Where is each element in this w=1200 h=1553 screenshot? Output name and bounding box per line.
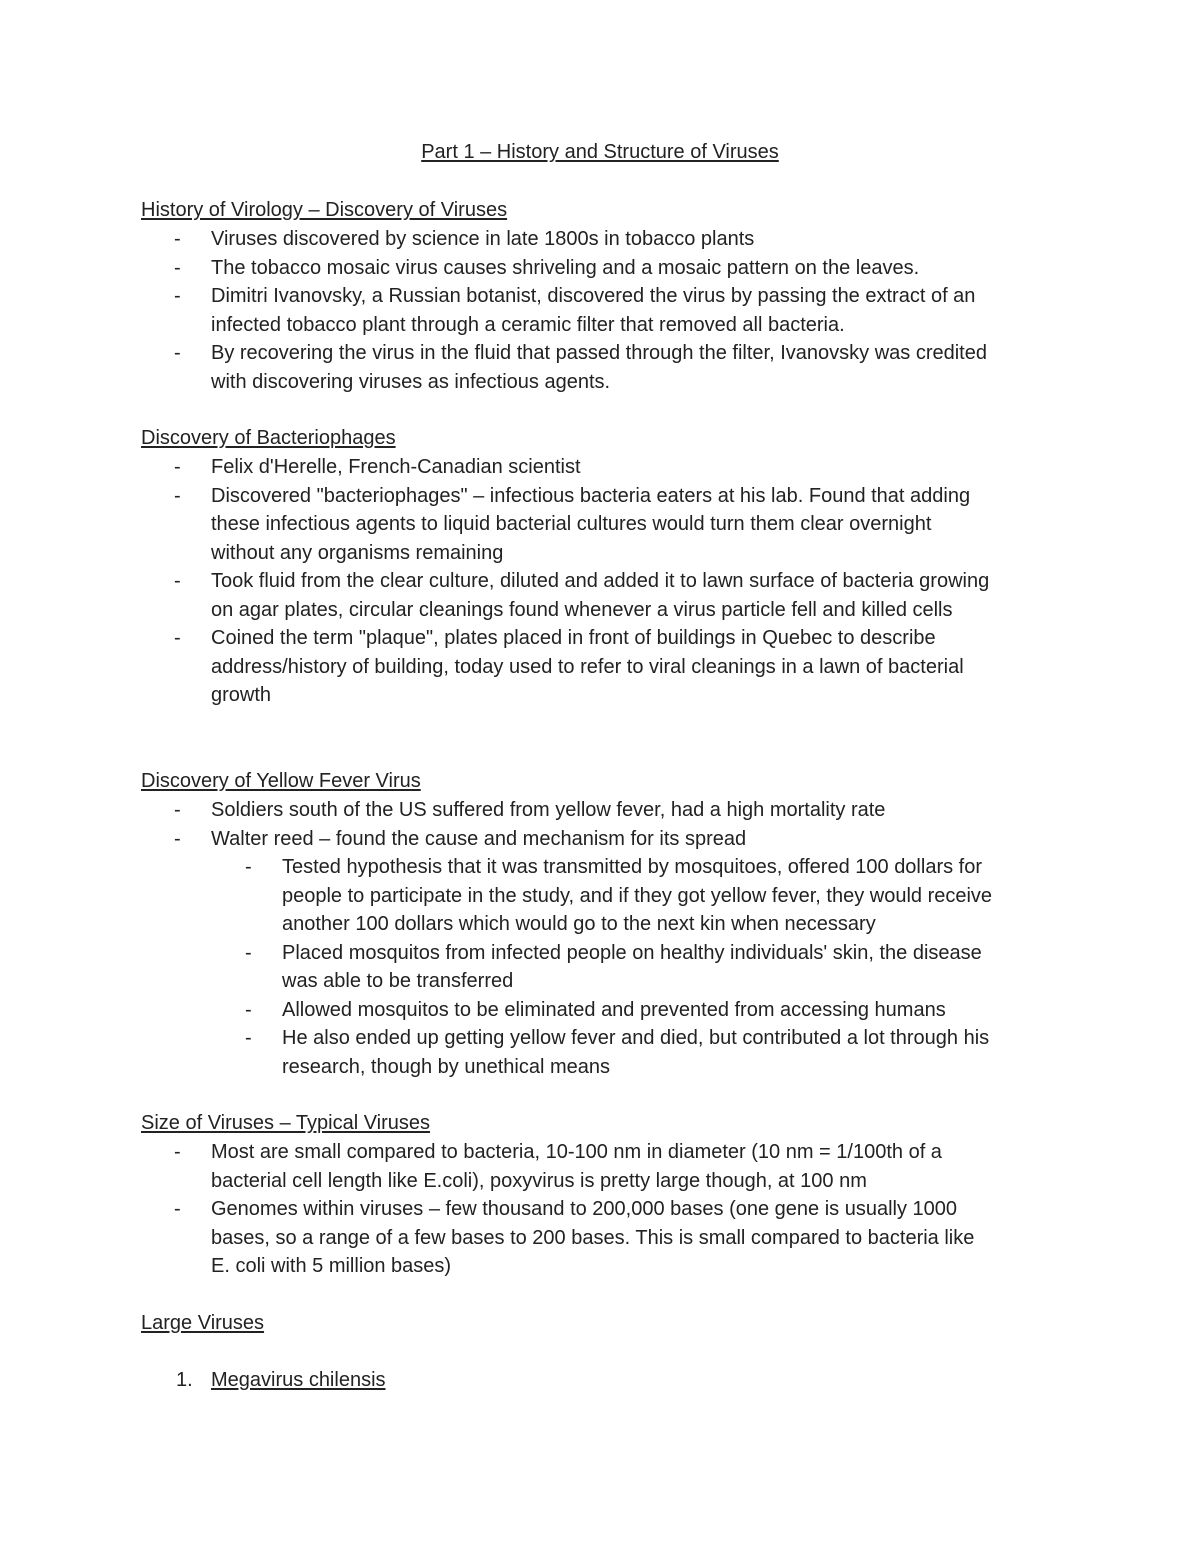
list-item: address/history of building, today used to refer to viral cleanings in a lawn of bacterial — [211, 655, 964, 678]
sub-list-item: Allowed mosquitos to be eliminated and prevented from accessing humans — [282, 998, 946, 1021]
list-item: bases, so a range of a few bases to 200 bases. This is small compared to bacteria like — [211, 1226, 975, 1249]
list-item: Took fluid from the clear culture, diluted and added it to lawn surface of bacteria growing — [211, 570, 990, 592]
sub-list-item: research, though by unethical means — [282, 1055, 610, 1078]
section-heading: History of Virology – Discovery of Viruses — [141, 199, 508, 221]
page-title: Part 1 – History and Structure of Viruses — [421, 141, 779, 163]
list-item: on agar plates, circular cleanings found whenever a virus particle fell and killed cells — [211, 598, 953, 621]
list-item: growth — [211, 684, 272, 706]
section-heading: Discovery of Yellow Fever Virus — [141, 770, 421, 792]
list-item: these infectious agents to liquid bacterial cultures would turn them clear overnight — [211, 513, 932, 535]
list-item: Viruses discovered by science in late 1800s in tobacco plants — [211, 228, 755, 250]
sub-list-item: Placed mosquitos from infected people on healthy individuals' skin, the disease — [282, 941, 982, 964]
sub-list-item: people to participate in the study, and if they got yellow fever, they would receive — [282, 884, 993, 907]
bullet-dash: - — [245, 998, 252, 1021]
list-item: The tobacco mosaic virus causes shriveling and a mosaic pattern on the leaves. — [211, 256, 920, 279]
bullet-dash: - — [174, 1141, 181, 1163]
list-item: Walter reed – found the cause and mechanism for its spread — [211, 827, 747, 850]
list-item: By recovering the virus in the fluid that passed through the filter, Ivanovsky was credited — [211, 342, 987, 364]
list-item: E. coli with 5 million bases) — [211, 1255, 452, 1277]
list-item: bacterial cell length like E.coli), poxyvirus is pretty large though, at 100 nm — [211, 1169, 867, 1192]
bullet-dash: - — [245, 941, 252, 964]
sub-list-item: He also ended up getting yellow fever and died, but contributed a lot through his — [282, 1027, 990, 1049]
list-item: Soldiers south of the US suffered from yellow fever, had a high mortality rate — [211, 799, 886, 821]
sub-list-item: another 100 dollars which would go to the next kin when necessary — [282, 913, 876, 935]
bullet-dash: - — [174, 827, 181, 850]
section-heading: Discovery of Bacteriophages — [141, 427, 396, 449]
list-item: with discovering viruses as infectious agents. — [211, 370, 611, 393]
section-heading: Large Viruses — [141, 1312, 265, 1334]
list-item: Felix d'Herelle, French-Canadian scientist — [211, 456, 581, 478]
bullet-dash: - — [174, 285, 181, 307]
list-item: infected tobacco plant through a ceramic filter that removed all bacteria. — [211, 313, 845, 336]
list-item: Coined the term "plaque", plates placed in front of buildings in Quebec to describe — [211, 627, 936, 649]
section-heading: Size of Viruses – Typical Viruses — [141, 1112, 431, 1134]
bullet-dash: - — [174, 256, 181, 279]
list-number: 1. — [176, 1369, 193, 1391]
numbered-item: Megavirus chilensis — [211, 1369, 386, 1391]
bullet-dash: - — [174, 1198, 181, 1220]
sub-list-item: was able to be transferred — [282, 970, 514, 992]
list-item: Dimitri Ivanovsky, a Russian botanist, discovered the virus by passing the extract of an — [211, 285, 976, 307]
list-item: Genomes within viruses – few thousand to 200,000 bases (one gene is usually 1000 — [211, 1198, 958, 1220]
bullet-dash: - — [174, 484, 181, 507]
bullet-dash: - — [245, 856, 252, 878]
bullet-dash: - — [174, 342, 181, 364]
bullet-dash: - — [174, 799, 181, 821]
list-item: without any organisms remaining — [211, 541, 504, 564]
list-item: Most are small compared to bacteria, 10-100 nm in diameter (10 nm = 1/100th of a — [211, 1141, 942, 1163]
bullet-dash: - — [174, 570, 181, 592]
list-item: Discovered "bacteriophages" – infectious bacteria eaters at his lab. Found that adding — [211, 484, 971, 507]
bullet-dash: - — [174, 228, 181, 250]
bullet-dash: - — [245, 1027, 252, 1049]
bullet-dash: - — [174, 627, 181, 649]
bullet-dash: - — [174, 456, 181, 478]
sub-list-item: Tested hypothesis that it was transmitted by mosquitoes, offered 100 dollars for — [282, 856, 982, 878]
